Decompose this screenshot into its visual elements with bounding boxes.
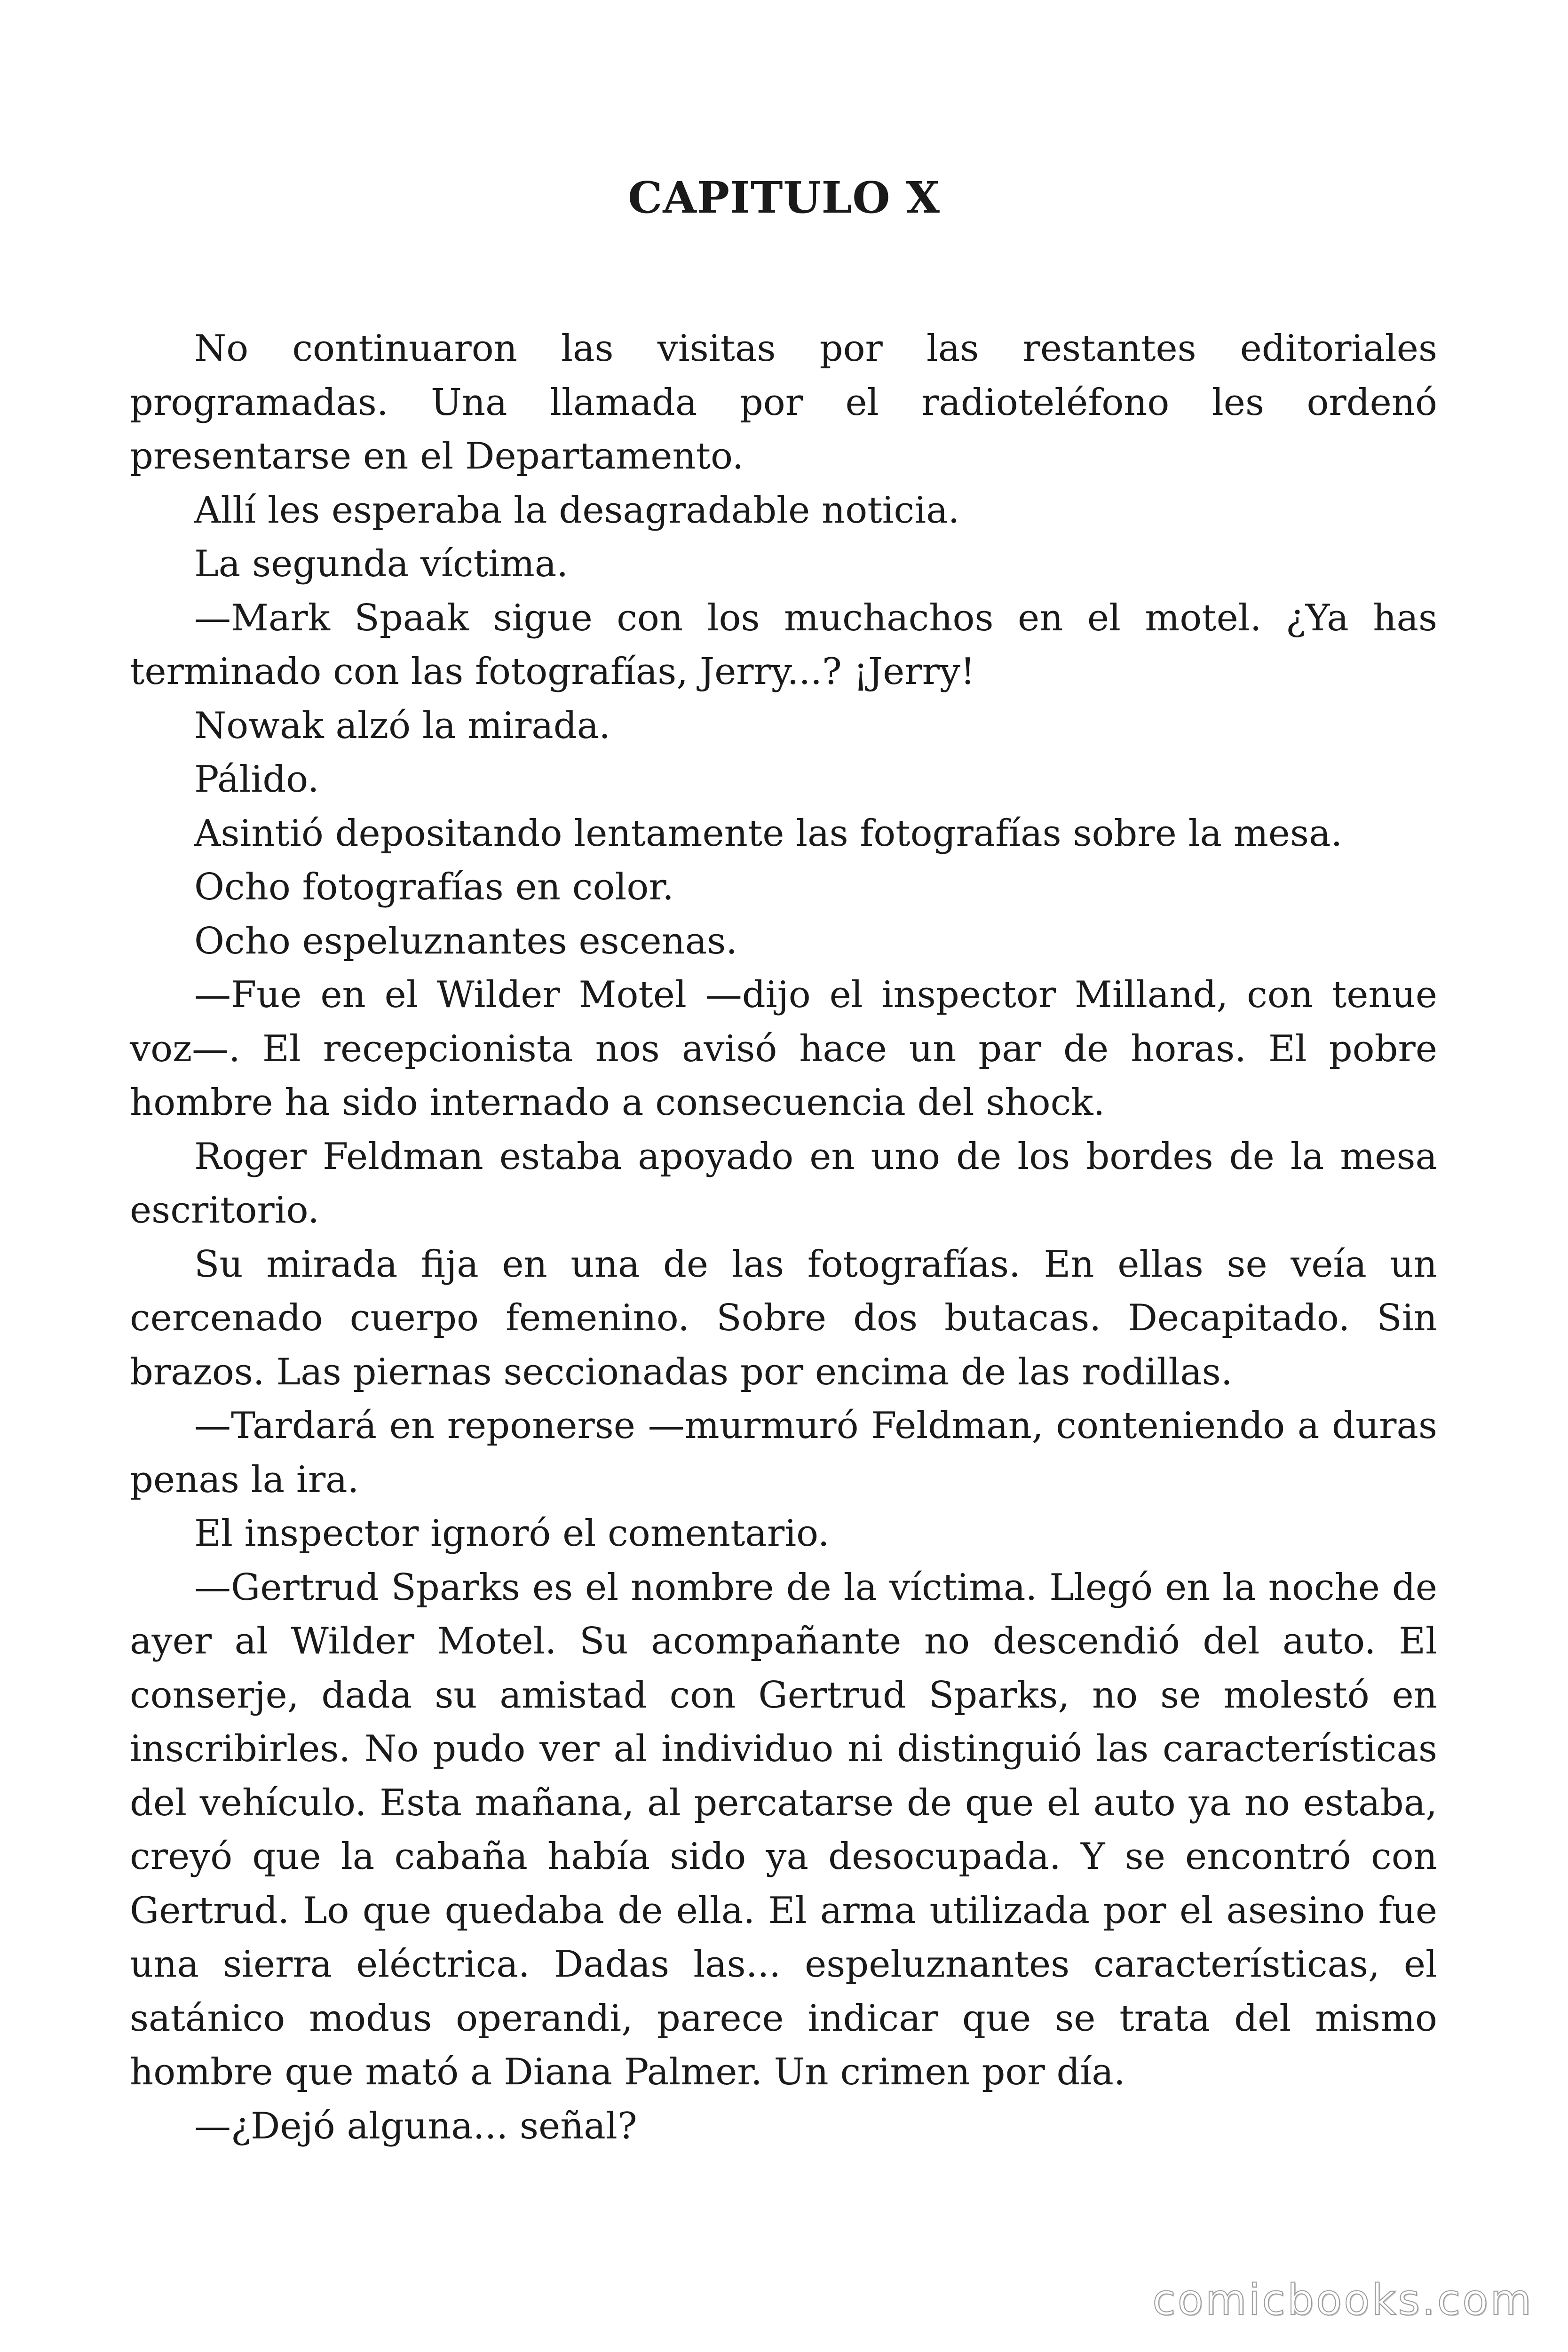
body-text [130,322,1437,2153]
watermark: comicbooks.com [1152,2275,1533,2325]
paragraph: —Gertrud Sparks es el nombre de la víctima. Llegó en la noche de ayer al Wilder Motel. Su acompañante no descendió del auto. El conserje, dada su amistad con Gertrud Sparks, no se molestó en inscribirles. No pudo ver al individuo ni distinguió las características del vehículo. Esta mañana, al percatarse de que el auto ya no estaba, creyó que la cabaña había sido ya desocupada. Y se encontró con Gertrud. Lo que quedaba de ella. El arma utilizada por el asesino fue una sierra eléctrica. Dadas las... espeluznantes características, el satánico modus operandi, parece indicar que se trata del mismo hombre que mató a Diana Palmer. Un crimen por día. [130,1566,1437,2093]
paragraph: Asintió depositando lentamente las fotografías sobre la mesa. [194,812,1343,855]
paragraph: —Tardará en reponerse —murmuró Feldman, conteniendo a duras penas la ira. [130,1405,1437,1501]
paragraph: El inspector ignoró el comentario. [194,1512,830,1555]
paragraph: Su mirada fija en una de las fotografías. En ellas se veía un cercenado cuerpo femenino. Sobre dos butacas. Decapitado. Sin brazos. Las piernas seccionadas por encima de las rodillas. [130,1243,1437,1393]
paragraph: Ocho espeluznantes escenas. [194,920,738,962]
paragraph: —Mark Spaak sigue con los muchachos en el motel. ¿Ya has terminado con las fotografías, Jerry...? ¡Jerry! [130,596,1437,693]
paragraph: —¿Dejó alguna... señal? [194,2105,637,2147]
paragraph: No continuaron las visitas por las restantes editoriales programadas. Una llamada por el radioteléfono les ordenó presentarse en el Departamento. [130,327,1437,477]
chapter-title: CAPITULO X [628,172,940,223]
paragraph: Nowak alzó la mirada. [194,704,611,747]
paragraph: Roger Feldman estaba apoyado en uno de los bordes de la mesa escritorio. [130,1135,1437,1232]
paragraph: Allí les esperaba la desagradable noticia. [194,489,960,532]
paragraph: —Fue en el Wilder Motel —dijo el inspector Milland, con tenue voz—. El recepcionista nos avisó hace un par de horas. El pobre hombre ha sido internado a consecuencia del shock. [130,974,1437,1124]
paragraph: La segunda víctima. [194,543,569,585]
paragraph: Pálido. [194,758,319,801]
paragraph: Ocho fotografías en color. [194,866,674,908]
